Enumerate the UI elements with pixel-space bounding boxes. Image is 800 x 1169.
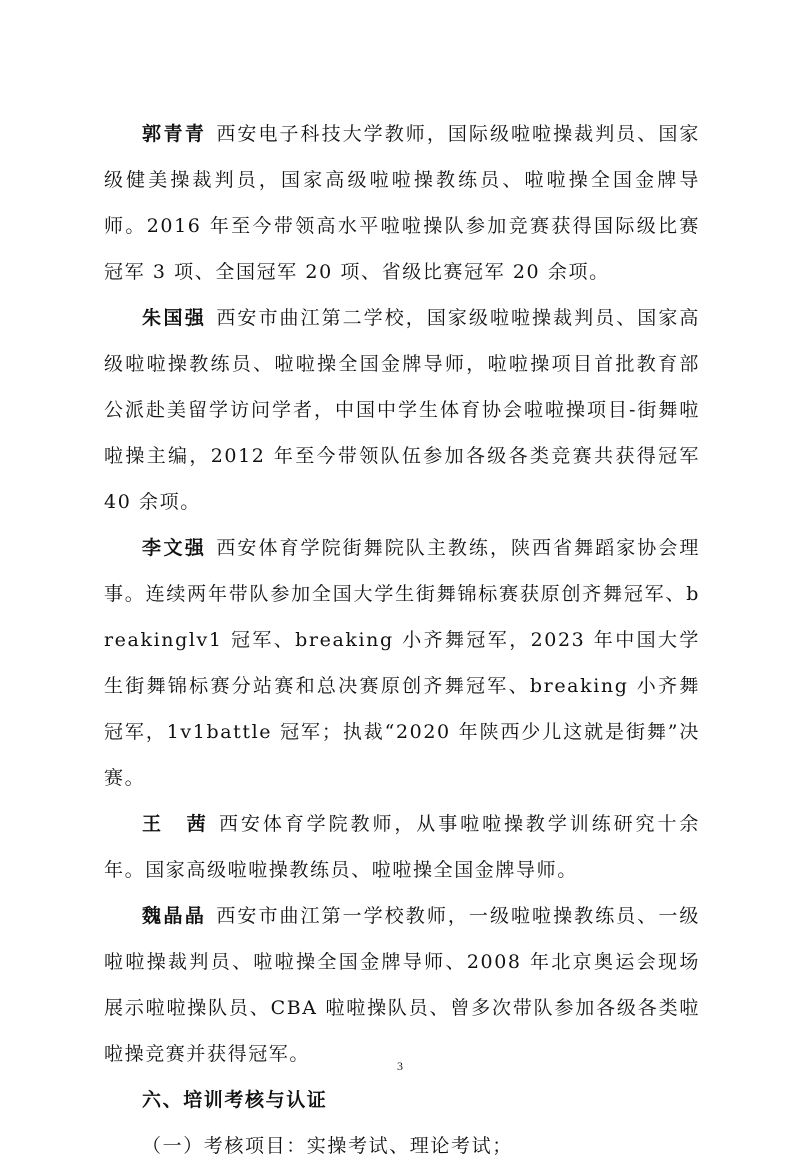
bio-paragraph-li-wenqiang (104, 525, 700, 801)
bio-text: 西安市曲江第二学校，国家级啦啦操裁判员、国家高级啦啦操教练员、啦啦操全国金牌导师，啦啦操项目首批教育部公派赴美留学访问学者，中国中学生体育协会啦啦操项目-街舞啦啦操主编，2012 年至今带领队伍参加各级各类竞赛共获得冠军 40 余项。 (104, 307, 700, 513)
bio-paragraph-wei-jingjing (104, 893, 700, 1077)
bio-paragraph-zhu-guoqiang (104, 295, 700, 525)
bio-name: 郭青青 (142, 123, 207, 145)
bio-name: 李文强 (142, 537, 207, 559)
bio-paragraph-wang-qian (104, 801, 700, 893)
bio-text: 西安电子科技大学教师，国际级啦啦操裁判员、国家级健美操裁判员，国家高级啦啦操教练员、啦啦操全国金牌导师。2016 年至今带领高水平啦啦操队参加竞赛获得国际级比赛冠军 3 项、全国冠军 20 项、省级比赛冠军 20 余项。 (104, 123, 700, 283)
bio-paragraph-guo-qingqing (104, 111, 700, 295)
bio-text: 西安体育学院教师，从事啦啦操教学训练研究十余年。国家高级啦啦操教练员、啦啦操全国金牌导师。 (104, 813, 700, 881)
bio-name: 朱国强 (142, 307, 207, 329)
bio-text: 西安市曲江第一学校教师，一级啦啦操教练员、一级啦啦操裁判员、啦啦操全国金牌导师、2008 年北京奥运会现场展示啦啦操队员、CBA 啦啦操队员、曾多次带队参加各级各类啦啦操竞赛并获得冠军。 (104, 905, 700, 1065)
page-number: 3 (397, 1059, 403, 1073)
bio-name: 魏晶晶 (142, 905, 207, 927)
bio-text: 西安体育学院街舞院队主教练，陕西省舞蹈家协会理事。连续两年带队参加全国大学生街舞锦标赛获原创齐舞冠军、breakinglv1 冠军、breaking 小齐舞冠军，2023 年中国大学生街舞锦标赛分站赛和总决赛原创齐舞冠军、breaking 小齐舞冠军，1v1battle 冠军；执裁“2020 年陕西少儿这就是街舞”决赛。 (104, 537, 700, 789)
bio-name: 王 茜 (142, 813, 209, 835)
section-subitem: （一）考核项目：实操考试、理论考试； (142, 1135, 513, 1157)
document-body (104, 111, 700, 1169)
section-heading: 六、培训考核与认证 (142, 1089, 328, 1111)
